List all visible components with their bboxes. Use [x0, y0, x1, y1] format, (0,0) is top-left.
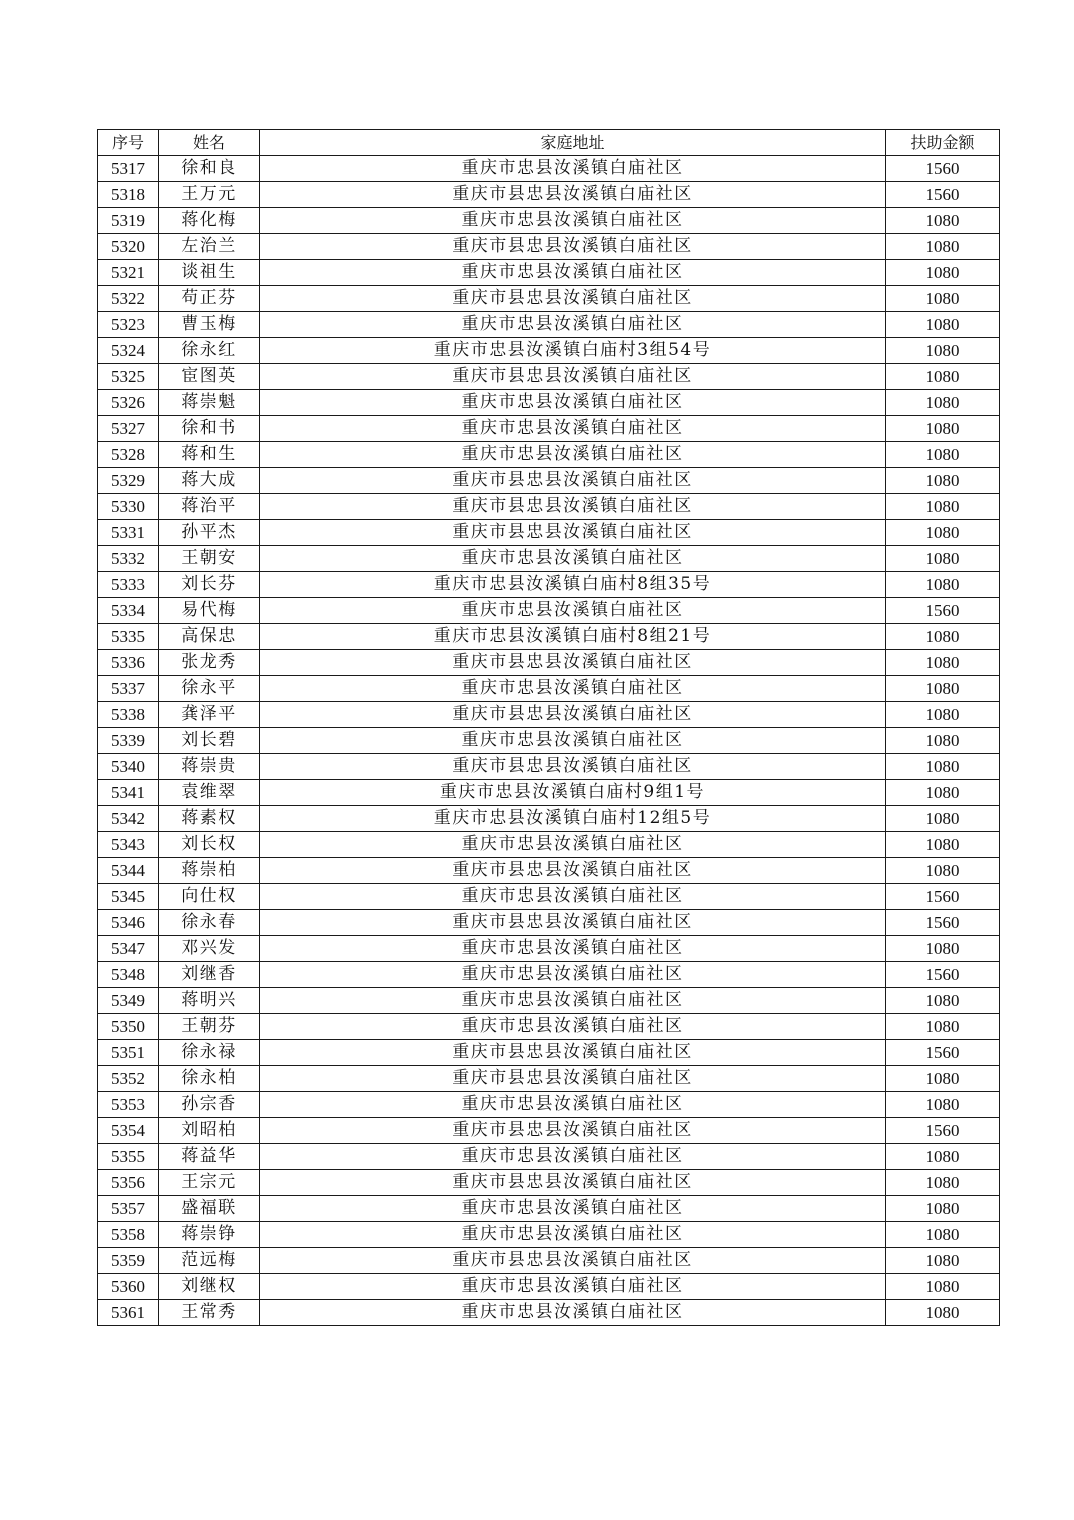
serial-number-cell: 5322: [98, 286, 159, 312]
name-cell: 邓兴发: [159, 936, 260, 962]
serial-number-cell: 5351: [98, 1040, 159, 1066]
serial-number-cell: 5353: [98, 1092, 159, 1118]
table-row: [98, 806, 1000, 832]
address-cell: 重庆市忠县汝溪镇白庙村8组35号: [260, 572, 886, 598]
serial-number-cell: 5340: [98, 754, 159, 780]
name-cell: 徐永春: [159, 910, 260, 936]
table-row: [98, 1274, 1000, 1300]
name-cell: 龚泽平: [159, 702, 260, 728]
table-row: [98, 364, 1000, 390]
name-cell: 刘继香: [159, 962, 260, 988]
table-row: [98, 988, 1000, 1014]
amount-cell: 1080: [886, 234, 1000, 260]
address-cell: 重庆市县忠县汝溪镇白庙社区: [260, 468, 886, 494]
table-row: [98, 1300, 1000, 1326]
serial-number-cell: 5327: [98, 416, 159, 442]
table-row: [98, 312, 1000, 338]
amount-cell: 1080: [886, 390, 1000, 416]
serial-number-cell: 5352: [98, 1066, 159, 1092]
serial-number-cell: 5355: [98, 1144, 159, 1170]
amount-cell: 1080: [886, 312, 1000, 338]
amount-cell: 1080: [886, 1066, 1000, 1092]
address-cell: 重庆市县忠县汝溪镇白庙社区: [260, 1066, 886, 1092]
table-row: [98, 416, 1000, 442]
amount-cell: 1080: [886, 624, 1000, 650]
address-cell: 重庆市忠县汝溪镇白庙社区: [260, 962, 886, 988]
name-cell: 谈祖生: [159, 260, 260, 286]
name-cell: 徐和书: [159, 416, 260, 442]
address-cell: 重庆市忠县汝溪镇白庙社区: [260, 832, 886, 858]
amount-cell: 1080: [886, 1196, 1000, 1222]
amount-cell: 1080: [886, 494, 1000, 520]
serial-number-cell: 5324: [98, 338, 159, 364]
table-row: [98, 1014, 1000, 1040]
serial-number-cell: 5348: [98, 962, 159, 988]
name-cell: 王万元: [159, 182, 260, 208]
table-row: [98, 338, 1000, 364]
serial-number-cell: 5334: [98, 598, 159, 624]
name-cell: 袁维翠: [159, 780, 260, 806]
table-row: [98, 858, 1000, 884]
name-cell: 范远梅: [159, 1248, 260, 1274]
address-cell: 重庆市忠县汝溪镇白庙社区: [260, 1196, 886, 1222]
address-cell: 重庆市县忠县汝溪镇白庙社区: [260, 1040, 886, 1066]
table-body: [98, 156, 1000, 1326]
name-cell: 徐永禄: [159, 1040, 260, 1066]
name-cell: 蒋大成: [159, 468, 260, 494]
amount-cell: 1560: [886, 182, 1000, 208]
amount-cell: 1560: [886, 910, 1000, 936]
table-row: [98, 468, 1000, 494]
address-cell: 重庆市县忠县汝溪镇白庙社区: [260, 754, 886, 780]
name-cell: 刘昭柏: [159, 1118, 260, 1144]
assistance-roster-table: [97, 129, 1000, 1326]
address-cell: 重庆市忠县汝溪镇白庙社区: [260, 442, 886, 468]
serial-number-cell: 5350: [98, 1014, 159, 1040]
serial-number-cell: 5325: [98, 364, 159, 390]
table-row: [98, 494, 1000, 520]
table-row: [98, 1092, 1000, 1118]
name-cell: 左治兰: [159, 234, 260, 260]
header-home-address: 家庭地址: [260, 130, 886, 156]
amount-cell: 1080: [886, 546, 1000, 572]
name-cell: 苟正芬: [159, 286, 260, 312]
serial-number-cell: 5317: [98, 156, 159, 182]
amount-cell: 1080: [886, 1222, 1000, 1248]
serial-number-cell: 5333: [98, 572, 159, 598]
address-cell: 重庆市忠县汝溪镇白庙社区: [260, 416, 886, 442]
table-row: [98, 572, 1000, 598]
amount-cell: 1080: [886, 1170, 1000, 1196]
amount-cell: 1080: [886, 1274, 1000, 1300]
serial-number-cell: 5358: [98, 1222, 159, 1248]
name-cell: 蒋治平: [159, 494, 260, 520]
address-cell: 重庆市县忠县汝溪镇白庙社区: [260, 910, 886, 936]
name-cell: 盛福联: [159, 1196, 260, 1222]
address-cell: 重庆市忠县汝溪镇白庙社区: [260, 598, 886, 624]
address-cell: 重庆市县忠县汝溪镇白庙社区: [260, 286, 886, 312]
table-row: [98, 234, 1000, 260]
table-row: [98, 156, 1000, 182]
name-cell: 高保忠: [159, 624, 260, 650]
amount-cell: 1080: [886, 1014, 1000, 1040]
table-header-row: [98, 130, 1000, 156]
table-row: [98, 1196, 1000, 1222]
amount-cell: 1080: [886, 754, 1000, 780]
amount-cell: 1080: [886, 1144, 1000, 1170]
serial-number-cell: 5354: [98, 1118, 159, 1144]
amount-cell: 1080: [886, 988, 1000, 1014]
address-cell: 重庆市忠县汝溪镇白庙社区: [260, 156, 886, 182]
serial-number-cell: 5331: [98, 520, 159, 546]
serial-number-cell: 5349: [98, 988, 159, 1014]
table-row: [98, 1118, 1000, 1144]
amount-cell: 1560: [886, 884, 1000, 910]
serial-number-cell: 5356: [98, 1170, 159, 1196]
name-cell: 徐永柏: [159, 1066, 260, 1092]
serial-number-cell: 5323: [98, 312, 159, 338]
address-cell: 重庆市忠县汝溪镇白庙村8组21号: [260, 624, 886, 650]
amount-cell: 1560: [886, 1118, 1000, 1144]
serial-number-cell: 5343: [98, 832, 159, 858]
table-row: [98, 1066, 1000, 1092]
table-row: [98, 598, 1000, 624]
address-cell: 重庆市忠县汝溪镇白庙社区: [260, 208, 886, 234]
name-cell: 徐永红: [159, 338, 260, 364]
amount-cell: 1560: [886, 156, 1000, 182]
address-cell: 重庆市忠县汝溪镇白庙村3组54号: [260, 338, 886, 364]
name-cell: 宦图英: [159, 364, 260, 390]
address-cell: 重庆市忠县汝溪镇白庙社区: [260, 260, 886, 286]
name-cell: 王朝芬: [159, 1014, 260, 1040]
name-cell: 刘长权: [159, 832, 260, 858]
amount-cell: 1560: [886, 962, 1000, 988]
address-cell: 重庆市县忠县汝溪镇白庙社区: [260, 520, 886, 546]
address-cell: 重庆市忠县汝溪镇白庙社区: [260, 936, 886, 962]
address-cell: 重庆市忠县汝溪镇白庙社区: [260, 1092, 886, 1118]
name-cell: 蒋明兴: [159, 988, 260, 1014]
table-row: [98, 780, 1000, 806]
serial-number-cell: 5318: [98, 182, 159, 208]
serial-number-cell: 5347: [98, 936, 159, 962]
serial-number-cell: 5329: [98, 468, 159, 494]
name-cell: 蒋化梅: [159, 208, 260, 234]
serial-number-cell: 5345: [98, 884, 159, 910]
table-row: [98, 442, 1000, 468]
serial-number-cell: 5330: [98, 494, 159, 520]
name-cell: 王朝安: [159, 546, 260, 572]
table-row: [98, 702, 1000, 728]
address-cell: 重庆市忠县汝溪镇白庙社区: [260, 1222, 886, 1248]
serial-number-cell: 5346: [98, 910, 159, 936]
serial-number-cell: 5320: [98, 234, 159, 260]
amount-cell: 1080: [886, 520, 1000, 546]
serial-number-cell: 5326: [98, 390, 159, 416]
name-cell: 蒋崇铮: [159, 1222, 260, 1248]
amount-cell: 1080: [886, 468, 1000, 494]
address-cell: 重庆市忠县汝溪镇白庙村9组1号: [260, 780, 886, 806]
serial-number-cell: 5359: [98, 1248, 159, 1274]
table-row: [98, 884, 1000, 910]
address-cell: 重庆市忠县汝溪镇白庙社区: [260, 1014, 886, 1040]
serial-number-cell: 5337: [98, 676, 159, 702]
amount-cell: 1080: [886, 364, 1000, 390]
address-cell: 重庆市县忠县汝溪镇白庙社区: [260, 702, 886, 728]
serial-number-cell: 5319: [98, 208, 159, 234]
table-row: [98, 650, 1000, 676]
amount-cell: 1080: [886, 728, 1000, 754]
amount-cell: 1080: [886, 1092, 1000, 1118]
name-cell: 曹玉梅: [159, 312, 260, 338]
amount-cell: 1080: [886, 676, 1000, 702]
name-cell: 蒋崇柏: [159, 858, 260, 884]
serial-number-cell: 5336: [98, 650, 159, 676]
table-row: [98, 520, 1000, 546]
table-row: [98, 1040, 1000, 1066]
name-cell: 刘继权: [159, 1274, 260, 1300]
table-row: [98, 910, 1000, 936]
address-cell: 重庆市县忠县汝溪镇白庙社区: [260, 182, 886, 208]
address-cell: 重庆市忠县汝溪镇白庙社区: [260, 1300, 886, 1326]
name-cell: 蒋和生: [159, 442, 260, 468]
name-cell: 张龙秀: [159, 650, 260, 676]
amount-cell: 1080: [886, 832, 1000, 858]
address-cell: 重庆市忠县汝溪镇白庙社区: [260, 676, 886, 702]
address-cell: 重庆市县忠县汝溪镇白庙社区: [260, 1118, 886, 1144]
table-row: [98, 546, 1000, 572]
serial-number-cell: 5332: [98, 546, 159, 572]
name-cell: 王常秀: [159, 1300, 260, 1326]
amount-cell: 1080: [886, 780, 1000, 806]
address-cell: 重庆市县忠县汝溪镇白庙社区: [260, 364, 886, 390]
name-cell: 王宗元: [159, 1170, 260, 1196]
table-row: [98, 260, 1000, 286]
amount-cell: 1080: [886, 572, 1000, 598]
amount-cell: 1080: [886, 286, 1000, 312]
amount-cell: 1080: [886, 650, 1000, 676]
table-row: [98, 1222, 1000, 1248]
name-cell: 孙平杰: [159, 520, 260, 546]
amount-cell: 1560: [886, 1040, 1000, 1066]
amount-cell: 1080: [886, 1300, 1000, 1326]
name-cell: 蒋崇魁: [159, 390, 260, 416]
table-row: [98, 182, 1000, 208]
name-cell: 徐和良: [159, 156, 260, 182]
table-row: [98, 286, 1000, 312]
table-row: [98, 832, 1000, 858]
serial-number-cell: 5328: [98, 442, 159, 468]
name-cell: 蒋崇贵: [159, 754, 260, 780]
address-cell: 重庆市忠县汝溪镇白庙社区: [260, 988, 886, 1014]
address-cell: 重庆市忠县汝溪镇白庙社区: [260, 1144, 886, 1170]
amount-cell: 1080: [886, 936, 1000, 962]
table-row: [98, 676, 1000, 702]
table-row: [98, 1170, 1000, 1196]
table-row: [98, 962, 1000, 988]
table-row: [98, 624, 1000, 650]
address-cell: 重庆市县忠县汝溪镇白庙社区: [260, 234, 886, 260]
amount-cell: 1560: [886, 598, 1000, 624]
name-cell: 刘长碧: [159, 728, 260, 754]
amount-cell: 1080: [886, 806, 1000, 832]
name-cell: 蒋益华: [159, 1144, 260, 1170]
amount-cell: 1080: [886, 858, 1000, 884]
name-cell: 蒋素权: [159, 806, 260, 832]
address-cell: 重庆市忠县汝溪镇白庙社区: [260, 390, 886, 416]
header-assistance-amount: 扶助金额: [886, 130, 1000, 156]
address-cell: 重庆市忠县汝溪镇白庙社区: [260, 884, 886, 910]
serial-number-cell: 5341: [98, 780, 159, 806]
address-cell: 重庆市县忠县汝溪镇白庙社区: [260, 1248, 886, 1274]
serial-number-cell: 5360: [98, 1274, 159, 1300]
serial-number-cell: 5321: [98, 260, 159, 286]
name-cell: 刘长芬: [159, 572, 260, 598]
name-cell: 徐永平: [159, 676, 260, 702]
name-cell: 孙宗香: [159, 1092, 260, 1118]
serial-number-cell: 5361: [98, 1300, 159, 1326]
amount-cell: 1080: [886, 1248, 1000, 1274]
serial-number-cell: 5335: [98, 624, 159, 650]
serial-number-cell: 5357: [98, 1196, 159, 1222]
amount-cell: 1080: [886, 260, 1000, 286]
table-row: [98, 728, 1000, 754]
header-name: 姓名: [159, 130, 260, 156]
address-cell: 重庆市县忠县汝溪镇白庙社区: [260, 858, 886, 884]
address-cell: 重庆市忠县汝溪镇白庙社区: [260, 728, 886, 754]
address-cell: 重庆市县忠县汝溪镇白庙社区: [260, 494, 886, 520]
address-cell: 重庆市忠县汝溪镇白庙社区: [260, 1274, 886, 1300]
serial-number-cell: 5338: [98, 702, 159, 728]
table-row: [98, 754, 1000, 780]
header-serial-number: 序号: [98, 130, 159, 156]
address-cell: 重庆市忠县汝溪镇白庙社区: [260, 312, 886, 338]
table-row: [98, 1248, 1000, 1274]
address-cell: 重庆市县忠县汝溪镇白庙社区: [260, 650, 886, 676]
serial-number-cell: 5342: [98, 806, 159, 832]
amount-cell: 1080: [886, 338, 1000, 364]
address-cell: 重庆市忠县汝溪镇白庙村12组5号: [260, 806, 886, 832]
table-row: [98, 936, 1000, 962]
serial-number-cell: 5339: [98, 728, 159, 754]
name-cell: 易代梅: [159, 598, 260, 624]
amount-cell: 1080: [886, 442, 1000, 468]
table-row: [98, 390, 1000, 416]
amount-cell: 1080: [886, 702, 1000, 728]
name-cell: 向仕权: [159, 884, 260, 910]
serial-number-cell: 5344: [98, 858, 159, 884]
address-cell: 重庆市县忠县汝溪镇白庙社区: [260, 1170, 886, 1196]
table-row: [98, 208, 1000, 234]
address-cell: 重庆市忠县汝溪镇白庙社区: [260, 546, 886, 572]
amount-cell: 1080: [886, 208, 1000, 234]
table-row: [98, 1144, 1000, 1170]
amount-cell: 1080: [886, 416, 1000, 442]
